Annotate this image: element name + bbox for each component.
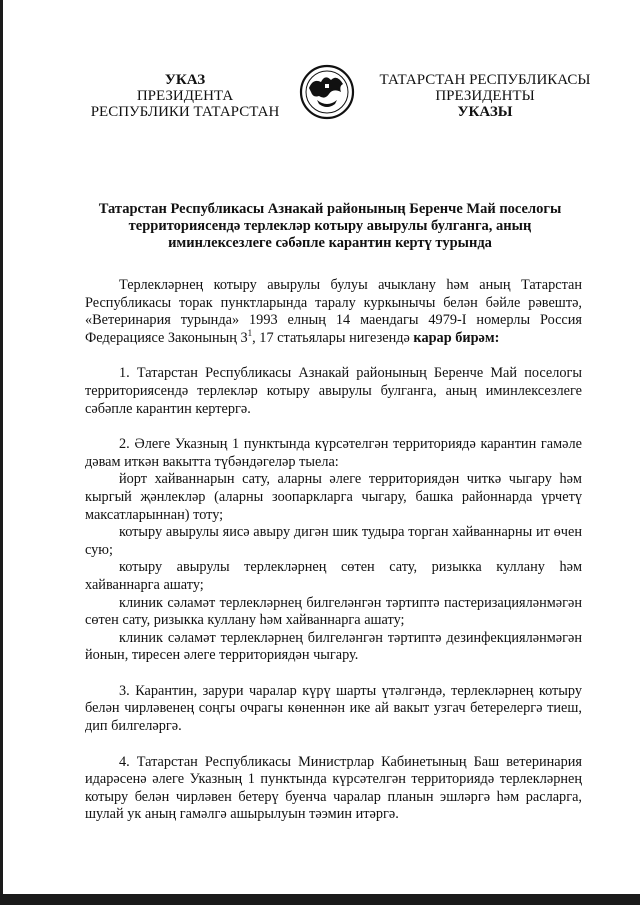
decree-body bbox=[85, 277, 582, 824]
paragraph-2-lead: 2. Әлеге Указның 1 пунктында күрсәтелгән территориядә карантин гамәле дәвам иткән вакытта түбәндәгеләр тыела: bbox=[85, 436, 582, 470]
paragraph-2-item: клиник сәламәт терлекләрнең билгеләнгән тәртиптә пастеризацияләнмәгән сөтен сату, ризыкка куллану һәм хайваннарга ашату; bbox=[85, 594, 582, 629]
header-left-line-3: РЕСПУБЛИКИ ТАТАРСТАН bbox=[90, 104, 280, 120]
title-line-2: территориясендә терлекләр котыру авырулы булганга, аның bbox=[128, 218, 532, 234]
intro-superscript: 1 bbox=[247, 328, 253, 339]
paragraph-4: 4. Татарстан Республикасы Министрлар Кабинетының Баш ветеринария идарәсенә әлеге Указның 1 пунктында күрсәтелгән территориядә терлекләрнең котыру белән чирләвен бетерү буенча чаралар планын эшләргә һәм расларга, шулай ук аның гамәлгә ашырылуын тәэмин итәргә. bbox=[85, 753, 582, 823]
intro-text-a: Терлекләрнең котыру авырулы булуы ачыклану һәм аның Татарстан Республикасы торак пунктларында таралу куркынычы белән бәйле рәвештә, «Ветеринария турында» 1993 елның 14 маендагы 4979-I номерлы Россия Федерациясе Законының 3 bbox=[85, 277, 582, 346]
header-right-line-2: ПРЕЗИДЕНТЫ bbox=[435, 88, 535, 104]
intro-paragraph bbox=[85, 277, 582, 347]
title-line-1: Татарстан Республикасы Азнакай районының Беренче Май поселогы bbox=[98, 201, 562, 217]
header-left-line-1: УКАЗ bbox=[164, 72, 206, 88]
scan-edge-left bbox=[0, 0, 3, 905]
paragraph-3: 3. Карантин, зарури чаралар күрү шарты үтәлгәндә, терлекләрнең котыру белән чирләвенең соңгы очрагы көненнән ике ай вакыт узгач бетерелергә тиеш, дип билгеләргә. bbox=[85, 682, 582, 735]
decree-title bbox=[60, 201, 600, 252]
title-line-3: иминлексезлеге сәбәпле карантин кертү турында bbox=[168, 235, 492, 251]
intro-bold-decision: карар бирәм: bbox=[413, 329, 500, 346]
paragraph-2-item: котыру авырулы терлекләрнең сөтен сату, ризыкка куллану һәм хайваннарга ашату; bbox=[85, 559, 582, 593]
header-right-line-1: ТАТАРСТАН РЕСПУБЛИКАСЫ bbox=[379, 72, 591, 88]
paragraph-2-item: клиник сәламәт терлекләрнең билгеләнгән тәртиптә дезинфекцияләнмәгән йонын, тиресен әлеге территориядән чыгару. bbox=[85, 629, 582, 664]
document-header bbox=[0, 72, 640, 132]
paragraph-2-item: котыру авырулы яисә авыру дигән шик тудыра торган хайваннарны ит өчен сую; bbox=[85, 524, 582, 558]
intro-text-b: , 17 статьялары нигезендә bbox=[252, 329, 414, 346]
paragraph-1: 1. Татарстан Республикасы Азнакай районының Беренче Май поселогы территориясендә терлекләр котыру авырулы булганга, аның иминлексезлеге сәбәпле карантин кертергә. bbox=[85, 365, 582, 417]
header-left-line-2: ПРЕЗИДЕНТА bbox=[136, 88, 234, 104]
header-right-line-3: УКАЗЫ bbox=[457, 104, 513, 120]
scan-edge-bottom bbox=[0, 894, 640, 905]
paragraph-2-item: йорт хайваннарын сату, аларны әлеге территориядән читкә чыгару һәм кыргый җәнлекләр (аларны зоопаркларга чыгару, башка районнарда үрчетү максатларыннан) тоту; bbox=[85, 471, 582, 523]
header-right-block bbox=[365, 72, 605, 120]
tatarstan-emblem-icon bbox=[299, 64, 355, 120]
header-left-block bbox=[80, 72, 290, 120]
